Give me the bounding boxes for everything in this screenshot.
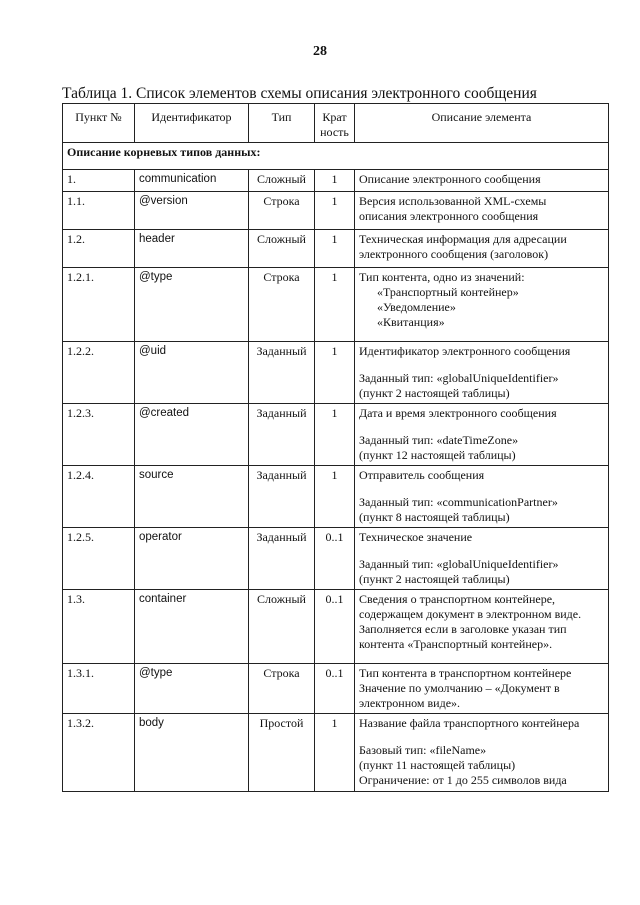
desc-line: Значение по умолчанию – «Документ в: [359, 681, 560, 695]
cell-type: Строка: [249, 664, 315, 714]
table-row: [63, 466, 609, 528]
desc-line: Заданный тип: «globalUniqueIdentifier»: [359, 371, 559, 385]
header-desc: Описание элемента: [355, 104, 609, 143]
cell-num: 1.2.4.: [63, 466, 135, 528]
cell-ident: @type: [135, 268, 249, 342]
cell-num: 1.3.2.: [63, 714, 135, 792]
cell-type: Строка: [249, 192, 315, 230]
cell-mult: 0..1: [315, 528, 355, 590]
cell-mult: 1: [315, 714, 355, 792]
cell-ident: body: [135, 714, 249, 792]
desc-line: Заданный тип: «communicationPartner»: [359, 495, 558, 509]
desc-line: (пункт 2 настоящей таблицы): [359, 386, 510, 400]
cell-desc: [355, 230, 609, 268]
desc-line: электронном виде».: [359, 696, 461, 710]
cell-num: 1.2.2.: [63, 342, 135, 404]
desc-line: Сведения о транспортном контейнере,: [359, 592, 556, 606]
cell-num: 1.2.: [63, 230, 135, 268]
header-num: Пункт №: [63, 104, 135, 143]
cell-ident: @version: [135, 192, 249, 230]
cell-desc: [355, 466, 609, 528]
desc-line: Название файла транспортного контейнера: [359, 716, 580, 730]
cell-desc: [355, 268, 609, 342]
cell-mult: 1: [315, 404, 355, 466]
cell-type: Строка: [249, 268, 315, 342]
cell-mult: 1: [315, 466, 355, 528]
desc-line: Идентификатор электронного сообщения: [359, 344, 571, 358]
desc-line: Версия использованной XML-схемы: [359, 194, 547, 208]
cell-type: Сложный: [249, 230, 315, 268]
cell-desc: [355, 192, 609, 230]
cell-ident: header: [135, 230, 249, 268]
desc-gap: [359, 421, 604, 433]
cell-num: 1.2.5.: [63, 528, 135, 590]
cell-type: Сложный: [249, 170, 315, 192]
cell-desc: [355, 528, 609, 590]
cell-desc: [355, 714, 609, 792]
desc-line: «Уведомление»: [377, 300, 456, 314]
table-row: [63, 664, 609, 714]
cell-ident: @created: [135, 404, 249, 466]
cell-mult: 1: [315, 230, 355, 268]
table-header-row: [63, 104, 609, 143]
desc-gap: [359, 731, 604, 743]
table-row: [63, 342, 609, 404]
desc-line: «Транспортный контейнер»: [377, 285, 519, 299]
cell-ident: operator: [135, 528, 249, 590]
desc-line: (пункт 2 настоящей таблицы): [359, 572, 510, 586]
header-type: Тип: [249, 104, 315, 143]
desc-line: описания электронного сообщения: [359, 209, 539, 223]
desc-line: Базовый тип: «fileName»: [359, 743, 487, 757]
table-row: [63, 170, 609, 192]
desc-line: содержащем документ в электронном виде.: [359, 607, 582, 621]
cell-mult: 1: [315, 342, 355, 404]
cell-desc: [355, 342, 609, 404]
desc-line: Описание электронного сообщения: [359, 172, 541, 186]
desc-line: Отправитель сообщения: [359, 468, 485, 482]
cell-type: Сложный: [249, 590, 315, 664]
table-row: [63, 268, 609, 342]
cell-mult: 1: [315, 170, 355, 192]
table-row: [63, 590, 609, 664]
cell-ident: source: [135, 466, 249, 528]
desc-line: Заданный тип: «globalUniqueIdentifier»: [359, 557, 559, 571]
cell-mult: 0..1: [315, 590, 355, 664]
desc-line: Тип контента в транспортном контейнере: [359, 666, 572, 680]
cell-num: 1.2.1.: [63, 268, 135, 342]
cell-type: Заданный: [249, 404, 315, 466]
cell-type: Заданный: [249, 528, 315, 590]
desc-line: «Квитанция»: [377, 315, 445, 329]
section-row: [63, 143, 609, 170]
cell-desc: [355, 664, 609, 714]
desc-line: Техническое значение: [359, 530, 473, 544]
cell-mult: 1: [315, 192, 355, 230]
desc-line: электронного сообщения (заголовок): [359, 247, 549, 261]
cell-desc: [355, 590, 609, 664]
desc-line: Заданный тип: «dateTimeZone»: [359, 433, 519, 447]
cell-type: Заданный: [249, 342, 315, 404]
cell-ident: @type: [135, 664, 249, 714]
desc-line: (пункт 11 настоящей таблицы): [359, 758, 516, 772]
cell-desc: [355, 170, 609, 192]
table-row: [63, 192, 609, 230]
cell-ident: container: [135, 590, 249, 664]
desc-gap: [359, 483, 604, 495]
cell-mult: 0..1: [315, 664, 355, 714]
header-mult-line-2: ность: [320, 125, 349, 139]
desc-gap: [359, 359, 604, 371]
desc-line: Дата и время электронного сообщения: [359, 406, 557, 420]
table-row: [63, 528, 609, 590]
desc-line: контента «Транспортный контейнер».: [359, 637, 553, 651]
header-mult: [315, 104, 355, 143]
cell-num: 1.3.1.: [63, 664, 135, 714]
cell-num: 1.: [63, 170, 135, 192]
header-mult-line-1: Крат: [322, 110, 347, 124]
desc-line: Ограничение: от 1 до 255 символов вида: [359, 773, 567, 787]
cell-ident: communication: [135, 170, 249, 192]
header-ident: Идентификатор: [135, 104, 249, 143]
cell-ident: @uid: [135, 342, 249, 404]
cell-desc: [355, 404, 609, 466]
cell-num: 1.2.3.: [63, 404, 135, 466]
table-row: [63, 404, 609, 466]
desc-line: Заполняется если в заголовке указан тип: [359, 622, 567, 636]
table-row: [63, 714, 609, 792]
cell-type: Заданный: [249, 466, 315, 528]
desc-gap: [359, 545, 604, 557]
page-number: 28: [313, 44, 327, 59]
desc-line: (пункт 12 настоящей таблицы): [359, 448, 516, 462]
elements-table: [62, 103, 609, 792]
table-row: [63, 230, 609, 268]
cell-num: 1.1.: [63, 192, 135, 230]
cell-num: 1.3.: [63, 590, 135, 664]
table-title: Таблица 1. Список элементов схемы описания электронного сообщения: [62, 85, 537, 102]
desc-line: Тип контента, одно из значений:: [359, 270, 525, 284]
cell-type: Простой: [249, 714, 315, 792]
desc-line: (пункт 8 настоящей таблицы): [359, 510, 510, 524]
section-title: Описание корневых типов данных:: [63, 143, 609, 170]
cell-mult: 1: [315, 268, 355, 342]
desc-line: Техническая информация для адресации: [359, 232, 567, 246]
